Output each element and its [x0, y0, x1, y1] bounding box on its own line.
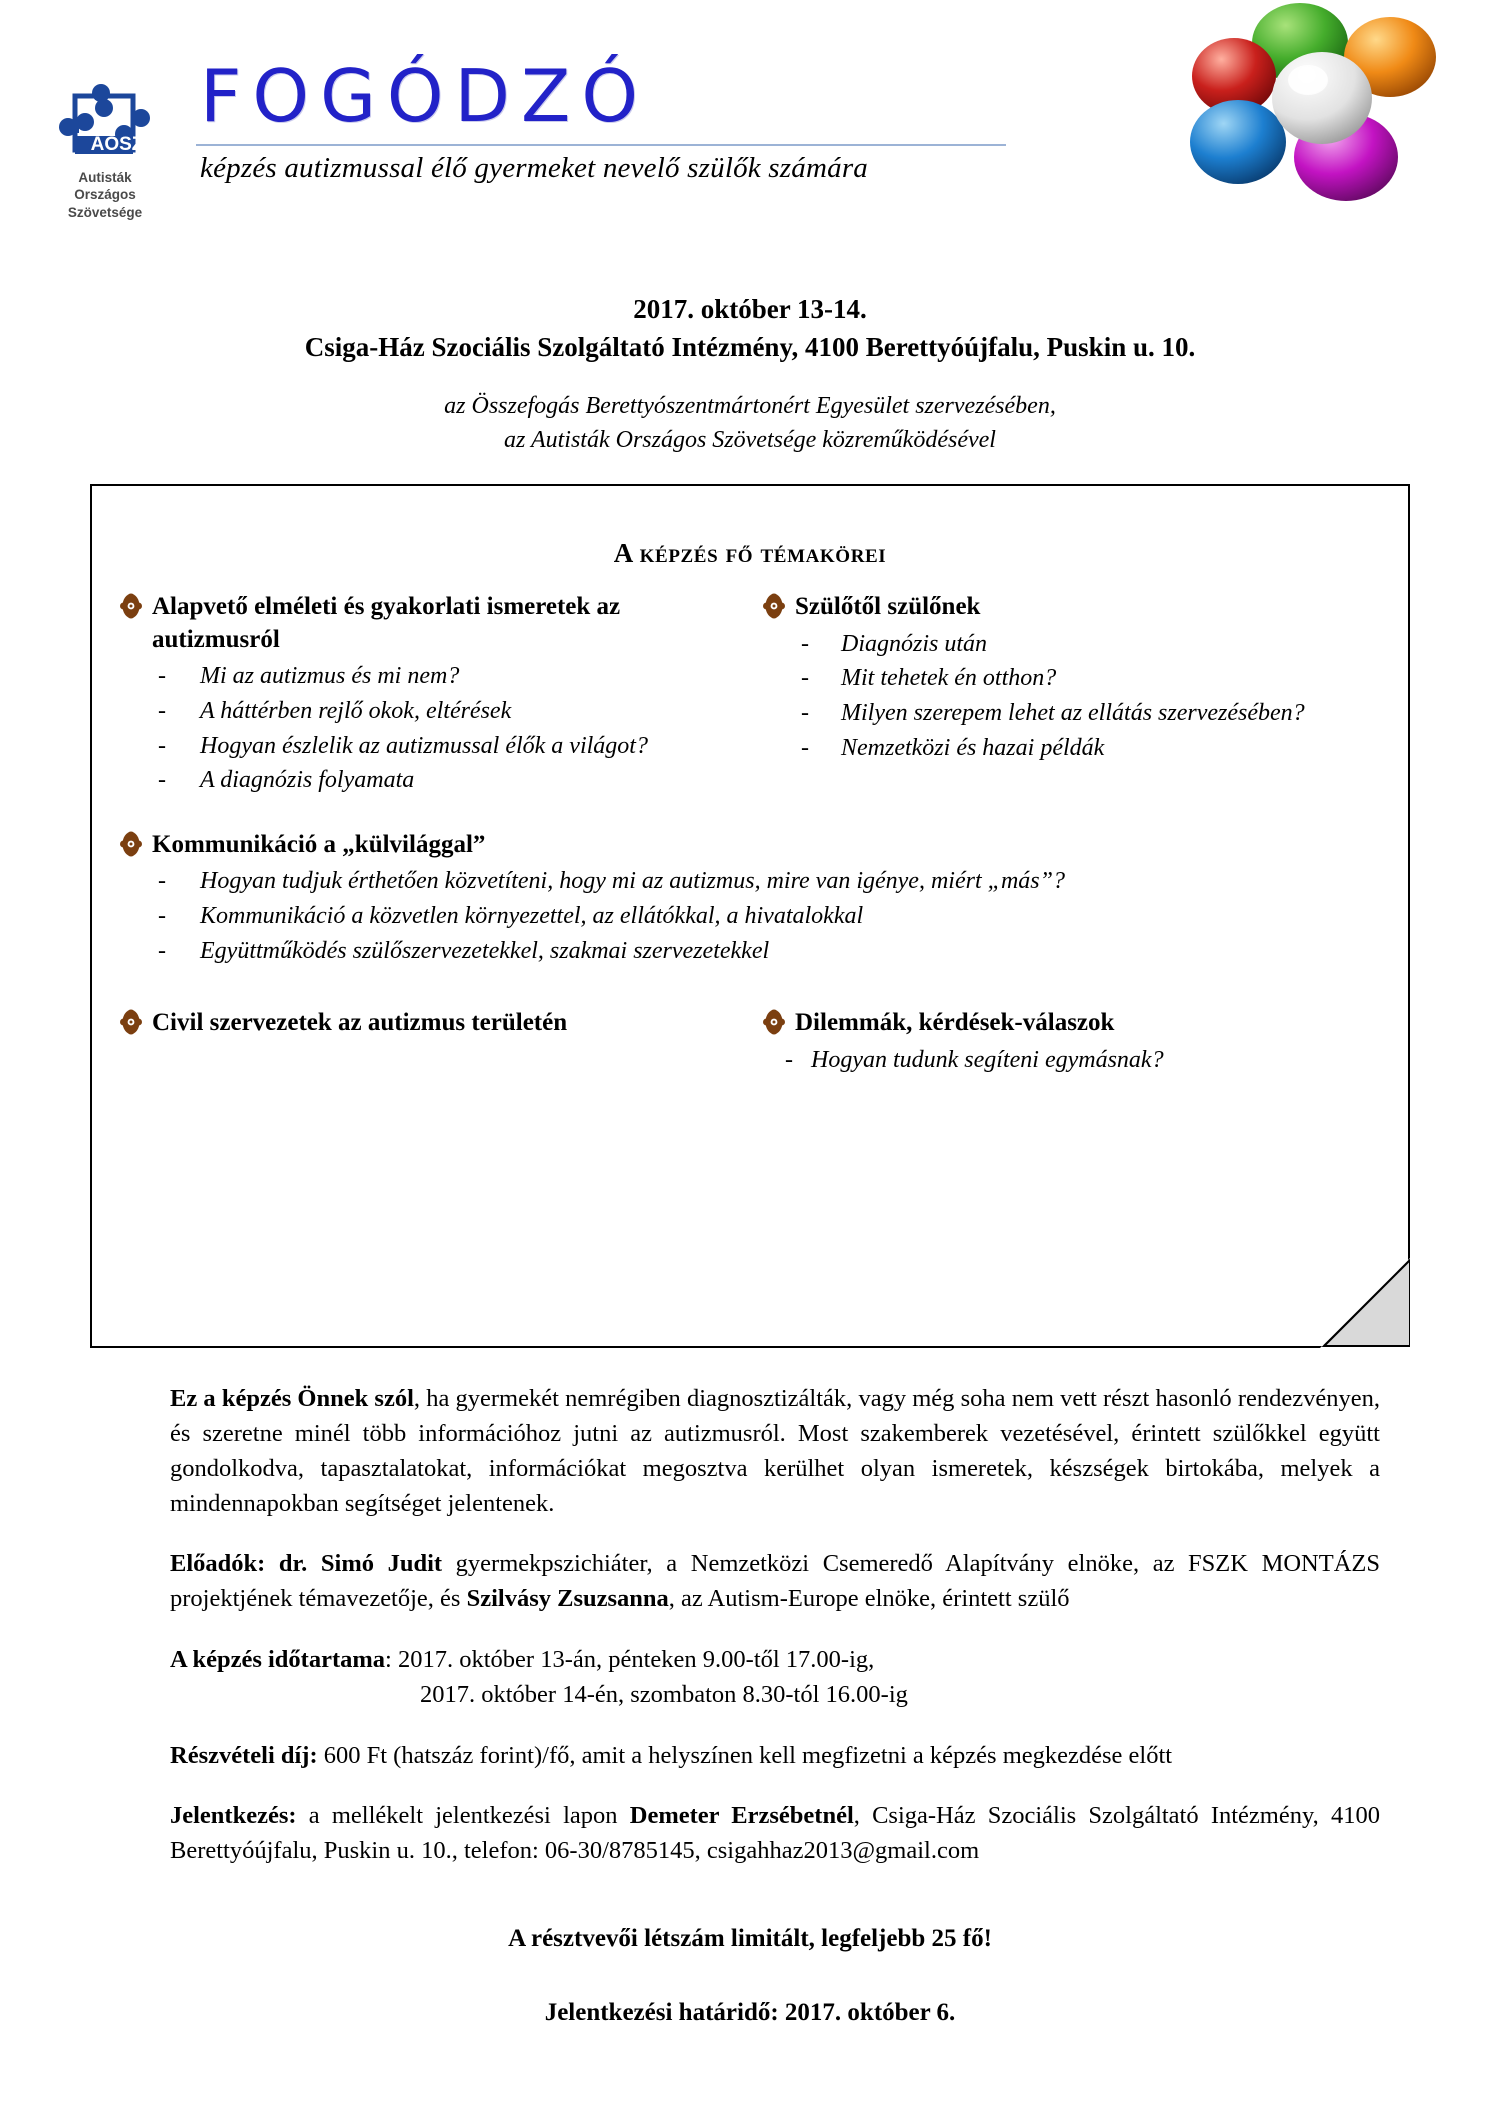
topic-group-4-heading [120, 1007, 737, 1040]
topic-group-5 [763, 1007, 1380, 1078]
list-item: - Nemzetközi és hazai példák [801, 732, 1380, 765]
topic-group-3 [120, 829, 1380, 967]
event-heading [0, 290, 1500, 367]
topics-title: A képzés fő témakörei [613, 538, 887, 569]
intro-paragraph [170, 1382, 1380, 1521]
list-item: - A háttérben rejlő okok, eltérések [158, 695, 737, 728]
topics-top-columns [120, 591, 1380, 803]
colored-puzzle-flower-graphic [1186, 2, 1466, 202]
topic-group-5-label: Dilemmák, kérdések-válaszok [795, 1009, 1115, 1037]
participant-limit-note: A résztvevői létszám limitált, legfeljebb 25 fő! [508, 1924, 992, 1952]
fee-paragraph [170, 1739, 1380, 1774]
clover-bullet-icon [120, 593, 142, 619]
topic-group-2-label: Szülőtől szülőnek [795, 593, 981, 621]
brand-block [196, 54, 1096, 185]
page-header [0, 0, 1500, 270]
list-item: - Hogyan észlelik az autizmussal élők a világot? [158, 730, 737, 763]
topics-box-wrapper [90, 484, 1410, 1348]
list-item: - Kommunikáció a közvetlen környezettel, az ellátókkal, a hivatalokkal [158, 900, 1380, 933]
page-fold-corner [1320, 1258, 1410, 1348]
fee-lead: Részvételi díj: [170, 1741, 318, 1769]
closing-block [0, 1925, 1500, 2027]
topic-group-2 [763, 591, 1380, 764]
clover-bullet-icon [763, 593, 785, 619]
duration-value-1: : 2017. október 13-án, pénteken 9.00-től 17.00-ig, [385, 1645, 875, 1673]
event-venue: Csiga-Ház Szociális Szolgáltató Intézmény, 4100 Berettyóújfalu, Puskin u. 10. [304, 332, 1196, 363]
speakers-lead: Előadók: dr. Simó Judit [170, 1550, 443, 1578]
topics-bottom-columns [120, 1007, 1380, 1078]
fee-rest: 600 Ft (hatszáz forint)/fő, amit a helyszínen kell megfizetni a képzés megkezdése előtt [317, 1741, 1173, 1769]
aosz-sub-line1: Autisták [78, 170, 132, 185]
puzzle-piece-icon [55, 82, 155, 168]
speakers-paragraph [170, 1547, 1380, 1617]
topic-group-5-heading [763, 1007, 1380, 1040]
topic-group-3-label: Kommunikáció a „külvilággal” [152, 830, 486, 858]
list-item: - Mit tehetek én otthon? [801, 662, 1380, 695]
apply-mid: a mellékelt jelentkezési lapon [296, 1802, 630, 1830]
topics-box [90, 484, 1410, 1348]
organizer-line-1: az Összefogás Berettyószentmártonért Egyesület szervezésében, [444, 392, 1056, 419]
topics-column-right [763, 591, 1380, 803]
aosz-sub-line2: Országos [74, 187, 136, 203]
duration-line-1 [170, 1643, 1380, 1678]
topic-group-1-heading [120, 591, 737, 656]
topic-group-2-items [763, 628, 1380, 765]
apply-rest: , Csiga-Ház Szociális Szolgáltató Intézmény, 4100 Berettyóújfalu, Puskin u. 10., telefon: 06-30/8785145, csigahhaz2013@gmail.com [170, 1802, 1380, 1865]
list-item: - Hogyan tudunk segíteni egymásnak? [785, 1044, 1380, 1077]
list-item: - Mi az autizmus és mi nem? [158, 660, 737, 693]
topics-column-left [120, 591, 737, 803]
brand-divider [196, 144, 1006, 146]
topic-group-5-items [763, 1044, 1380, 1077]
aosz-sub-line3: Szövetsége [67, 204, 143, 220]
organizer-line-2: az Autisták Országos Szövetsége közreműködésével [504, 427, 996, 454]
duration-line-2: 2017. október 14-én, szombaton 8.30-tól 16.00-ig [420, 1680, 908, 1708]
topic-group-1-items [120, 660, 737, 797]
list-item: - Együttműködés szülőszervezetekkel, szakmai szervezetekkel [158, 935, 1380, 968]
intro-rest: , ha gyermekét nemrégiben diagnosztizálták, vagy még soha nem vett részt hasonló rendezvényen, és szeretne minél több információhoz jutni az autizmusról. Most szakemberek vezetésével, érintett szülőkkel együtt gondolkodva, tapasztalatokat, információkat megosztva kerülhet olyan ismeretek, készségek birtokába, melyek a mindennapokban segítséget jelentenek. [170, 1385, 1381, 1517]
topic-group-3-items [120, 865, 1380, 967]
list-item: - Hogyan tudjuk érthetően közvetíteni, hogy mi az autizmus, mire van igénye, miért „más”? [158, 865, 1380, 898]
topic-group-1 [120, 591, 737, 797]
duration-lead: A képzés időtartama [170, 1645, 386, 1673]
clover-bullet-icon [120, 1009, 142, 1035]
application-deadline-note: Jelentkezési határidő: 2017. október 6. [544, 1998, 956, 2026]
speakers-rest: , az Autism-Europe elnöke, érintett szülő [668, 1585, 1070, 1613]
duration-block [170, 1643, 1380, 1713]
organizers [0, 389, 1500, 459]
intro-lead: Ez a képzés Önnek szól [170, 1385, 414, 1413]
topic-group-3-heading [120, 829, 1380, 862]
brand-tagline: képzés autizmussal élő gyermeket nevelő szülők számára [200, 152, 869, 184]
list-item: - Diagnózis után [801, 628, 1380, 661]
topic-group-2-heading [763, 591, 1380, 624]
topic-group-1-label: Alapvető elméleti és gyakorlati ismeretek az autizmusról [152, 593, 621, 653]
aosz-logo [45, 82, 165, 221]
speaker-2-name: Szilvásy Zsuzsanna [466, 1585, 669, 1613]
topic-group-4-label: Civil szervezetek az autizmus területén [152, 1009, 568, 1037]
application-paragraph [170, 1799, 1380, 1869]
brand-title: FOGÓDZÓ [200, 54, 649, 138]
apply-lead: Jelentkezés: [170, 1802, 297, 1830]
aosz-acronym: AOSZ [90, 134, 144, 155]
speakers-mid: gyermekpszichiáter, a Nemzetközi Csemeredő Alapítvány elnöke, az FSZK MONTÁZS projektjének témavezetője, és [170, 1550, 1380, 1613]
topic-group-4 [120, 1007, 737, 1078]
clover-bullet-icon [120, 831, 142, 857]
list-item: - A diagnózis folyamata [158, 764, 737, 797]
contact-person-name: Demeter Erzsébetnél [629, 1802, 854, 1830]
event-date: 2017. október 13-14. [633, 294, 867, 324]
body-copy [170, 1382, 1380, 1869]
clover-bullet-icon [763, 1009, 785, 1035]
list-item: - Milyen szerepem lehet az ellátás szervezésében? [801, 697, 1380, 730]
